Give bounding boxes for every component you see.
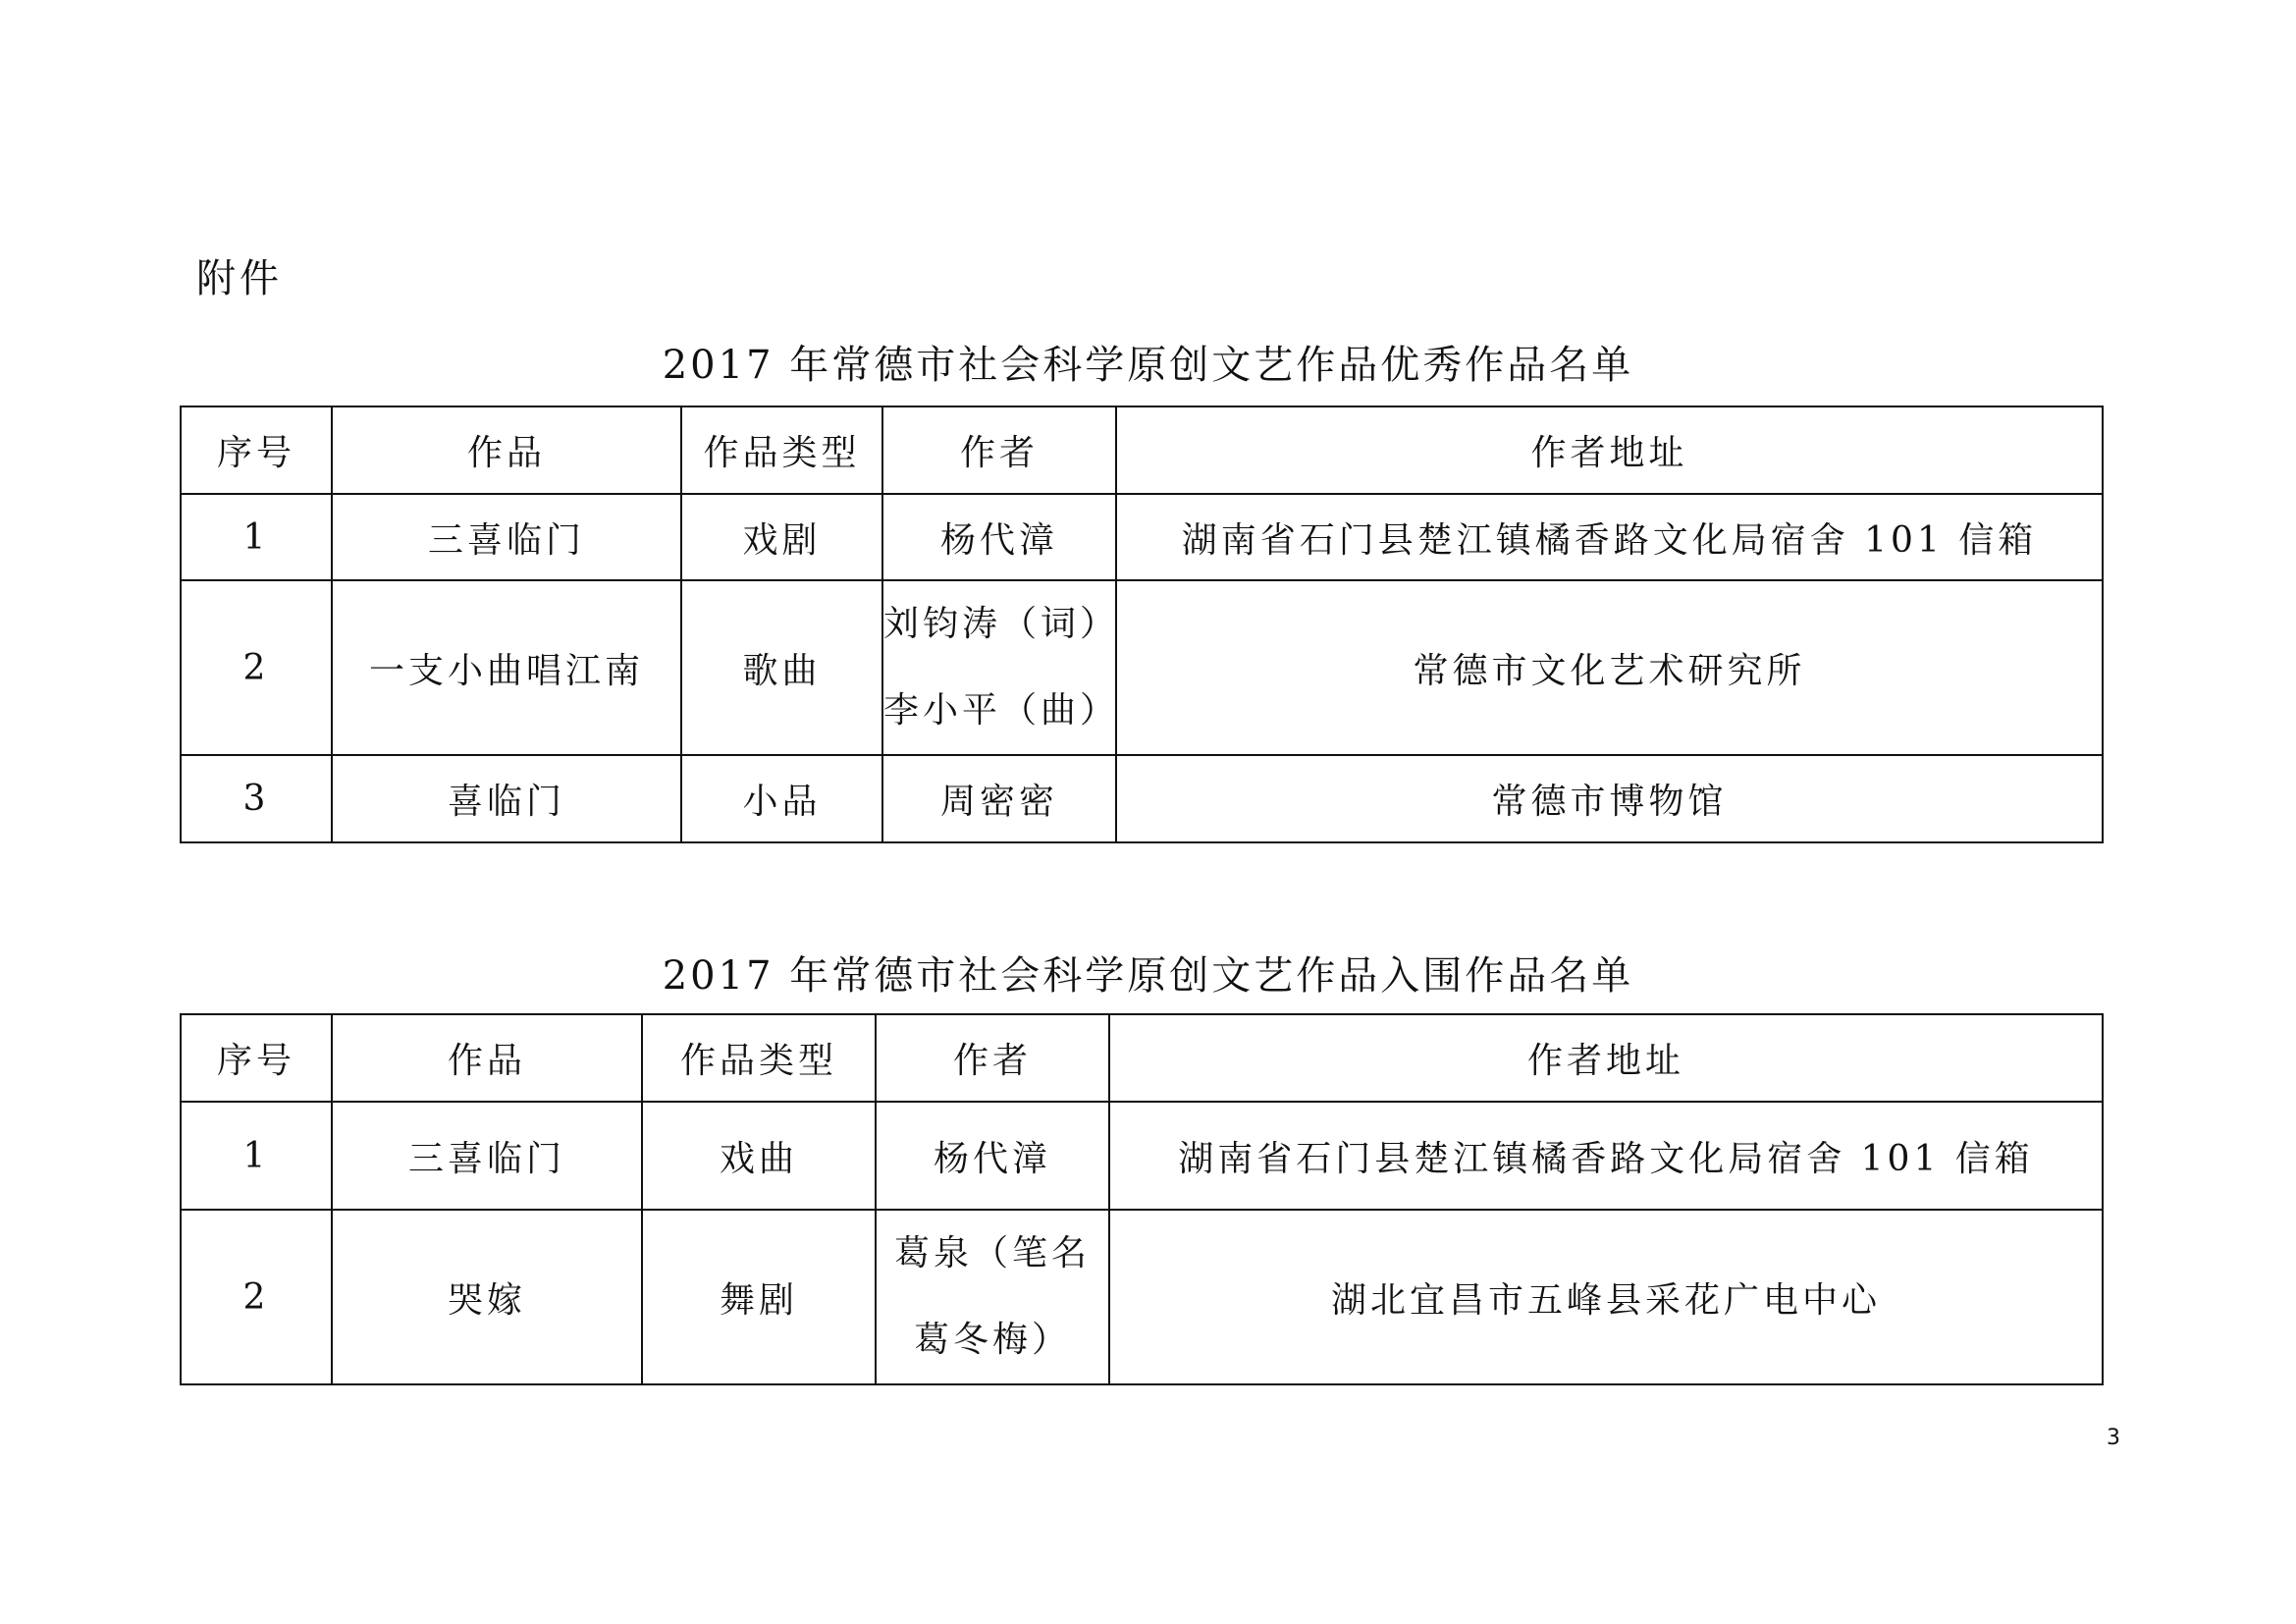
cell-work: 喜临门 — [332, 755, 681, 842]
cell-author: 杨代漳 — [882, 494, 1116, 580]
header-author: 作者 — [876, 1014, 1109, 1102]
cell-type: 小品 — [681, 755, 882, 842]
table-header-row — [181, 1014, 2103, 1102]
cell-author — [876, 1210, 1109, 1384]
cell-no: 2 — [181, 580, 332, 755]
shortlisted-works-table — [180, 1013, 2104, 1385]
header-address: 作者地址 — [1116, 406, 2103, 494]
cell-work: 三喜临门 — [332, 494, 681, 580]
shortlisted-works-title: 2017 年常德市社会科学原创文艺作品入围作品名单 — [662, 953, 1634, 999]
cell-no: 3 — [181, 755, 332, 842]
author-line: 刘钧涛（词） — [883, 604, 1120, 644]
header-address: 作者地址 — [1109, 1014, 2103, 1102]
header-no: 序号 — [181, 1014, 332, 1102]
header-type: 作品类型 — [642, 1014, 876, 1102]
cell-type: 舞剧 — [642, 1210, 876, 1384]
header-work: 作品 — [332, 1014, 642, 1102]
cell-no: 1 — [181, 494, 332, 580]
cell-author — [882, 580, 1120, 755]
header-work: 作品 — [332, 406, 681, 494]
excellent-works-title: 2017 年常德市社会科学原创文艺作品优秀作品名单 — [662, 343, 1634, 388]
cell-work: 三喜临门 — [332, 1102, 642, 1210]
author-line: 李小平（曲） — [883, 690, 1120, 731]
cell-work: 哭嫁 — [332, 1210, 642, 1384]
table-row — [181, 1102, 2103, 1210]
cell-address: 湖南省石门县楚江镇橘香路文化局宿舍 101 信箱 — [1109, 1102, 2103, 1210]
cell-address: 常德市博物馆 — [1116, 755, 2103, 842]
cell-type: 戏剧 — [681, 494, 882, 580]
cell-author: 周密密 — [882, 755, 1116, 842]
header-no: 序号 — [181, 406, 332, 494]
cell-type: 戏曲 — [642, 1102, 876, 1210]
cell-address: 湖北宜昌市五峰县采花广电中心 — [1109, 1210, 2103, 1384]
header-author: 作者 — [882, 406, 1116, 494]
table-row — [181, 755, 2103, 842]
cell-no: 2 — [181, 1210, 332, 1384]
cell-address: 常德市文化艺术研究所 — [1116, 580, 2103, 755]
cell-no: 1 — [181, 1102, 332, 1210]
cell-address: 湖南省石门县楚江镇橘香路文化局宿舍 101 信箱 — [1116, 494, 2103, 580]
header-type: 作品类型 — [681, 406, 882, 494]
table-header-row — [181, 406, 2103, 494]
cell-work: 一支小曲唱江南 — [332, 580, 681, 755]
author-line: 葛泉（笔名 — [893, 1233, 1091, 1273]
page-number: 3 — [2107, 1426, 2120, 1450]
table-row — [181, 580, 2103, 755]
author-line: 葛冬梅） — [913, 1320, 1071, 1360]
table-row — [181, 1210, 2103, 1384]
excellent-works-table — [180, 406, 2104, 843]
cell-author: 杨代漳 — [876, 1102, 1109, 1210]
attachment-label: 附件 — [196, 256, 283, 301]
table-row — [181, 494, 2103, 580]
cell-type: 歌曲 — [681, 580, 882, 755]
